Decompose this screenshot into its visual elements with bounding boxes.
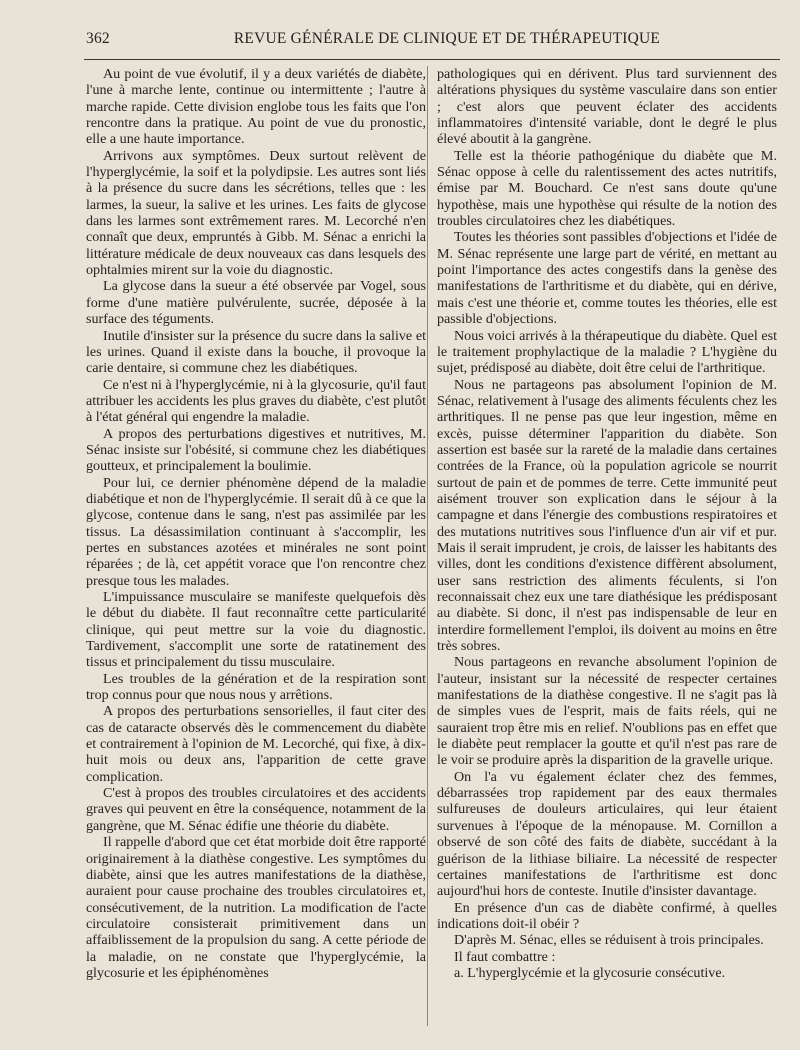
paragraph: L'impuissance musculaire se manifeste quelquefois dès le début du diabète. Il faut reconnaître cette particularité clinique, qui peut mettre sur la voie du diagnostic. Tardivement, s'accomplit une sorte de ratatinement des tissus et principalement du tissu musculaire.: [86, 589, 426, 671]
paragraph: Il faut combattre :: [454, 948, 556, 965]
column-divider: [427, 66, 428, 1026]
paragraph: Nous partageons en revanche absolument l'opinion de l'auteur, insistant sur la nécessité de respecter certaines manifestations de la diathèse congestive. Il ne s'agit pas là de simples vues de l'esprit, mais de faits réels, qui ne sauraient trop être mis en relief. N'oublions pas en effet que le diabète peut remplacer la goutte et qu'il n'est pas rare de le voir se produire après la disparition de la gravelle urique.: [437, 654, 777, 769]
paragraph: Nous voici arrivés à la thérapeutique du diabète. Quel est le traitement prophylactique de la maladie ? L'hygiène du sujet, prédisposé au diabète, doit être celui de l'arthritique.: [437, 327, 777, 377]
paragraph: C'est à propos des troubles circulatoires et des accidents graves qui peuvent en être la conséquence, notamment de la gangrène, que M. Sénac édifie une théorie du diabète.: [86, 785, 426, 834]
page-number: 362: [86, 30, 110, 47]
header-rule: [84, 59, 780, 60]
paragraph-continuation: pathologiques qui en dérivent. Plus tard surviennent des altérations physiques du système vasculaire dans son entier ; c'est alors que peuvent éclater des accidents inflammatoires d'intensité variable, dont le degré le plus élevé aboutit à la gangrène.: [437, 66, 777, 148]
paragraph: Il rappelle d'abord que cet état morbide doit être rapporté originairement à la diathèse congestive. Les symptômes du diabète, ainsi que les autres manifestations de la diathèse, auraient pour cause prochaine des troubles circulatoires et, consécutivement, de la nutrition. La modification de l'acte circulatoire consisterait primitivement dans un affaiblissement de la propulsion du sang. A cette période de la maladie, on ne constate que l'hyperglycémie, la glycosurie et les épiphénomènes: [86, 834, 426, 981]
paragraph: Pour lui, ce dernier phénomène dépend de la maladie diabétique et non de l'hyperglycémie. Il serait dû à ce que la glycose, contenue dans le sang, n'est pas assimilée par les tissus. La désassimilation continuant à s'accomplir, les pertes en substances azotées et minérales ne sont point réparées ; de là, cet appétit vorace que l'on rencontre chez presque tous les malades.: [86, 474, 426, 589]
paragraph: Telle est la théorie pathogénique du diabète que M. Sénac oppose à celle du ralentissement des actes nutritifs, émise par M. Bouchard. Ce n'est sans doute qu'une hypothèse, mais une hypothèse qui résulte de la notion des troubles circulatoires chez les diabétiques.: [437, 147, 777, 230]
paragraph: La glycose dans la sueur a été observée par Vogel, sous forme d'une matière pulvérulente, sucrée, déposée à la surface des téguments.: [86, 278, 426, 328]
page-header: [86, 30, 778, 52]
paragraph: A propos des perturbations digestives et nutritives, M. Sénac insiste sur l'obésité, si commune chez les diabétiques goutteux, et principalement la boulimie.: [86, 425, 426, 475]
paragraph: Au point de vue évolutif, il y a deux variétés de diabète, l'une à marche lente, continue ou intermittente ; l'autre à marche rapide. Cette division englobe tous les faits que l'on rencontre dans la pratique. Au point de vue du pronostic, elle a une haute importance.: [86, 66, 426, 148]
running-title: REVUE GÉNÉRALE DE CLINIQUE ET DE THÉRAPEUTIQUE: [233, 30, 661, 47]
paragraph: Nous ne partageons pas absolument l'opinion de M. Sénac, relativement à l'usage des aliments féculents chez les arthritiques. Il ne pense pas que leur ingestion, même en excès, puisse déterminer l'apparition du diabète. Son assertion est basée sur la rareté de la maladie dans certaines contrées de la France, où la population agricole se nourrit surtout de pain et de pommes de terre. Cette immunité peut aisément trouver son explication dans le séjour à la campagne et dans l'énergie des combustions respiratoires et des mutations nutritives sous l'influence d'un air vif et pur. Mais il serait imprudent, je crois, de laisser les habitants des villes, dont les conditions d'existence diffèrent absolument, user sans restriction des aliments féculents, si l'on reconnaissait chez eux une tare diathésique les prédisposant au diabète. Si donc, il n'est pas indispensable de leur en interdire formellement l'emploi, ils doivent au moins en être très sobres.: [437, 376, 777, 655]
paragraph: a. L'hyperglycémie et la glycosurie consécutive.: [454, 964, 726, 981]
paragraph: Inutile d'insister sur la présence du sucre dans la salive et les urines. Quand il existe dans la bouche, il provoque la carie dentaire, si commune chez les diabétiques.: [86, 327, 426, 377]
right-column: [437, 66, 777, 981]
paragraph: On l'a vu également éclater chez des femmes, débarrassées trop rapidement par des eaux thermales sulfureuses de douleurs articulaires, qui leur étaient survenues à l'époque de la ménopause. M. Cornillon a observé de son côté des faits de diabète, succédant à la guérison de la lithiase biliaire. La nécessité de respecter certaines manifestations de l'arthritisme est donc aujourd'hui hors de conteste. Inutile d'insister davantage.: [437, 768, 777, 900]
paragraph: Ce n'est ni à l'hyperglycémie, ni à la glycosurie, qu'il faut attribuer les accidents les plus graves du diabète, c'est plutôt à l'état général qui engendre la maladie.: [86, 376, 426, 426]
paragraph: Arrivons aux symptômes. Deux surtout relèvent de l'hyperglycémie, la soif et la polydipsie. Les autres sont liés à la présence du sucre dans les sécrétions, telles que : les larmes, la sueur, la salive et les urines. Les faits de glycose dans les larmes sont extrêmement rares. M. Lecorché n'en connaît que deux, empruntés à Gibb. M. Sénac a enrichi la littérature médicale de deux nouveaux cas dans lesquels des ophtalmies mirent sur la voie du diagnostic.: [86, 147, 426, 279]
left-column: [86, 66, 426, 981]
paragraph: Les troubles de la génération et de la respiration sont trop connus pour que nous nous y arrêtions.: [86, 670, 426, 704]
paragraph: D'après M. Sénac, elles se réduisent à trois principales.: [454, 932, 764, 949]
paragraph: En présence d'un cas de diabète confirmé, à quelles indications doit-il obéir ?: [437, 899, 777, 932]
paragraph: A propos des perturbations sensorielles, il faut citer des cas de cataracte observés dès le commencement du diabète et contrairement à l'opinion de M. Lecorché, qui fixe, à dix-huit mois ou deux ans, l'apparition de cette grave complication.: [86, 703, 426, 785]
paragraph: Toutes les théories sont passibles d'objections et l'idée de M. Sénac représente une large part de vérité, en mettant au point l'importance des actes congestifs dans la genèse des manifestations de l'arthritisme et du diabète, qui en dérive, mais c'est une théorie et, comme toutes les théories, elle est passible d'objections.: [437, 229, 777, 328]
